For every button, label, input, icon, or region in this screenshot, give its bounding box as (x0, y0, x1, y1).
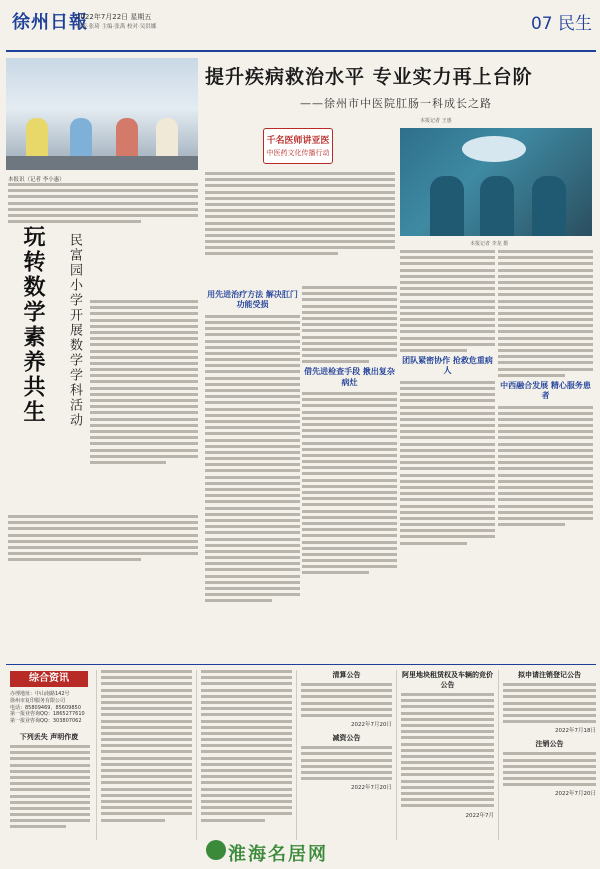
deregistration-notices (498, 670, 596, 840)
main-subheadline: ——徐州市中医院肛肠一科成长之路 (300, 97, 492, 110)
notice-column-2 (196, 670, 292, 840)
badge-line-1: 千名医师讲亚医 (266, 136, 330, 146)
page-header (6, 4, 596, 48)
reporter-credit: 本报讯（记者 李小惠） (8, 177, 65, 183)
notice-date: 2022年7月 (465, 812, 494, 819)
notice-title: 注销公告 (535, 740, 564, 749)
article-column-2 (302, 286, 397, 578)
page-number: 07 (530, 14, 553, 34)
section-heading: 中西融合发展 精心服务患者 (500, 380, 591, 401)
notice-date: 2022年7月20日 (351, 722, 392, 729)
newspaper-logo: 徐州日報 (12, 12, 88, 33)
main-headline: 提升疾病救治水平 专业实力再上台阶 (205, 66, 533, 88)
left-article-subtitle: 民富园小学开展数学学科活动 (67, 233, 82, 428)
watermark-logo-icon (206, 840, 226, 860)
site-watermark: 淮海名居网 (228, 844, 328, 865)
section-heading: 团队紧密协作 抢救危重病人 (402, 356, 493, 376)
notice-title: 清算公告 (332, 671, 361, 679)
info-line: 第一报业咨询QQ：1865277610 (10, 711, 85, 718)
section-heading: 借先进检查手段 揪出复杂病灶 (304, 367, 395, 387)
ads-divider (6, 664, 596, 665)
info-line: 徐州市复印服务有限公司 (10, 697, 66, 704)
surgeon-figure (430, 176, 464, 236)
desk (6, 156, 198, 170)
header-rule (6, 50, 596, 52)
student-figure (70, 118, 92, 160)
surgery-photo (400, 128, 592, 236)
notice-column-1 (96, 670, 192, 840)
section-heading: 用先进治疗方法 解决肛门功能受损 (207, 290, 298, 310)
liquidation-notices (296, 670, 392, 840)
classroom-photo (6, 58, 198, 170)
left-article-continued (8, 515, 198, 575)
article-column-3 (400, 250, 495, 548)
surgical-lamp (462, 136, 526, 162)
notice-date: 2022年7月20日 (555, 791, 596, 798)
ads-contact-info (10, 691, 90, 725)
ads-section-title: 综合资讯 (10, 671, 88, 687)
issue-date: 2022年7月22日 星期五 (76, 13, 152, 21)
page-label (531, 9, 592, 34)
section-name: 民生 (558, 14, 592, 34)
lost-notices-list (10, 745, 90, 837)
main-byline: 本报记者 王惠 (420, 118, 452, 124)
info-line: 第一报业咨询QQ：303807062 (10, 718, 82, 724)
lease-auction-notice (396, 670, 494, 840)
article-column-4 (498, 250, 593, 529)
campaign-badge (263, 128, 333, 164)
article-column-1 (205, 286, 300, 606)
photo-caption: 本报记者 李龙 摄 (470, 241, 509, 247)
notice-title: 减资公告 (332, 734, 361, 743)
main-intro (205, 172, 395, 282)
left-article-body (90, 300, 198, 510)
info-line: 办理地址：中山南路142号 (10, 691, 70, 697)
lost-notices-title: 下列丢失 声明作废 (19, 733, 79, 741)
info-line: 电话：85809469，85609850 (10, 704, 81, 711)
student-figure (26, 118, 48, 160)
student-figure (116, 118, 138, 160)
notice-title: 拟申请注销登记公告 (518, 671, 581, 679)
left-article-title: 玩转数学素养共生 (20, 225, 46, 425)
badge-line-2: 中医药文化传播行动 (266, 149, 330, 157)
surgeon-figure (480, 176, 514, 236)
notice-date: 2022年7月20日 (351, 785, 392, 792)
student-figure (156, 118, 178, 160)
editor-credits: 市版·张琦 主编·张禹 校对·吴洪娜 (76, 24, 157, 30)
surgeon-figure (532, 176, 566, 236)
notice-title: 阿里地块租赁权及车辆的竞价公告 (402, 671, 493, 689)
notice-date: 2022年7月18日 (555, 728, 596, 735)
